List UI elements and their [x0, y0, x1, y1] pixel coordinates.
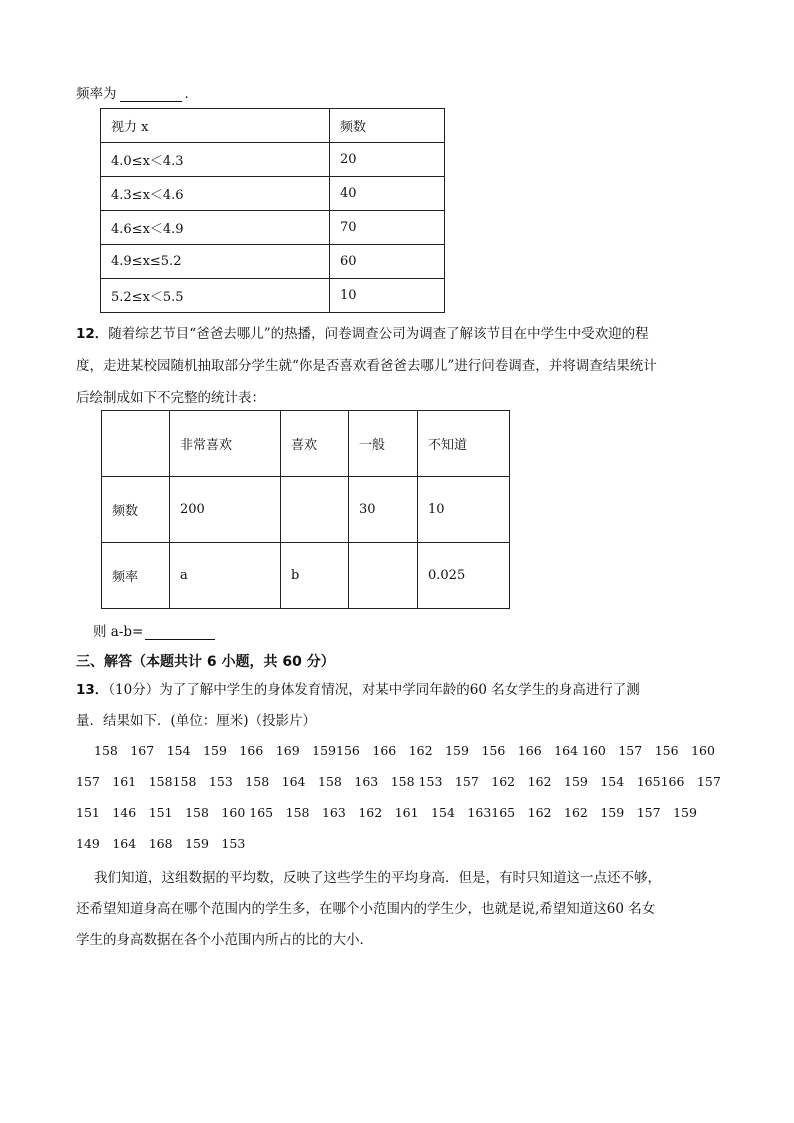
table-cell: 频率	[102, 543, 170, 609]
table-cell: 10	[330, 279, 445, 313]
table-row	[101, 211, 445, 245]
q12-text-3: 后绘制成如下不完整的统计表：	[76, 390, 265, 406]
q12-text-1: 随着综艺节目“爸爸去哪儿”的热播，问卷调查公司为调查了解该节目在中学生中受欢迎的程	[108, 326, 649, 342]
question-number: 13．	[76, 682, 109, 698]
q13-paragraph-1: 我们知道，这组数据的平均数，反映了这些学生的平均身高．但是，有时只知道这一点还不够，	[94, 870, 661, 886]
table-cell: 4.9≤x≤5.2	[101, 245, 330, 279]
table-header-cell	[102, 411, 170, 477]
q11-answer-line	[76, 82, 198, 102]
table-cell: 60	[330, 245, 445, 279]
table-cell	[349, 543, 418, 609]
table-cell: 4.0≤x＜4.3	[101, 143, 330, 177]
table-header-cell: 视力 x	[101, 109, 330, 143]
table-cell: a	[170, 543, 281, 609]
q12-answer-line	[93, 620, 215, 640]
table-cell: 200	[170, 477, 281, 543]
survey-table	[101, 410, 510, 609]
table-row	[101, 143, 445, 177]
table-header-cell: 非常喜欢	[170, 411, 281, 477]
q13-line-1	[76, 678, 640, 698]
table-row	[101, 177, 445, 211]
table-cell: 4.3≤x＜4.6	[101, 177, 330, 211]
table-cell: 20	[330, 143, 445, 177]
table-cell	[281, 477, 349, 543]
q12-answer-prefix: 则 a-b=	[93, 624, 144, 640]
q12-line-1	[76, 322, 649, 342]
vision-frequency-table	[100, 108, 445, 313]
table-header-cell: 喜欢	[281, 411, 349, 477]
q13-text-1: （10分）为了了解中学生的身体发育情况，对某中学同年龄的60 名女学生的身高进行了测	[108, 682, 640, 698]
q13-text-2: 量．结果如下．(单位：厘米)（投影片）	[76, 713, 317, 729]
height-data-row-2: 157 161 158158 153 158 164 158 163 158 153 157 162 162 159 154 165166 157	[76, 774, 721, 789]
table-cell: 70	[330, 211, 445, 245]
question-number: 12．	[76, 326, 109, 342]
table-cell: b	[281, 543, 349, 609]
table-header-cell: 不知道	[418, 411, 510, 477]
q11-prefix: 频率为	[76, 86, 117, 102]
table-cell: 0.025	[418, 543, 510, 609]
q13-paragraph-2: 还希望知道身高在哪个范围内的学生多，在哪个小范围内的学生少，也就是说,希望知道这60 名女	[76, 901, 656, 917]
table-cell: 30	[349, 477, 418, 543]
height-data-row-4: 149 164 168 159 153	[76, 836, 246, 851]
q12-text-2: 度，走进某校园随机抽取部分学生就“你是否喜欢看爸爸去哪儿”进行问卷调查，并将调查结果统计	[76, 358, 657, 374]
table-header-cell: 频数	[330, 109, 445, 143]
q11-answer-blank[interactable]	[120, 87, 182, 102]
table-row	[101, 279, 445, 313]
section-title: 三、解答（本题共计 6 小题，共 60 分）	[76, 654, 335, 670]
q11-suffix: ．	[184, 86, 198, 102]
table-cell: 40	[330, 177, 445, 211]
table-row	[102, 543, 510, 609]
height-data-row-1: 158 167 154 159 166 169 159156 166 162 159 156 166 164 160 157 156 160	[94, 743, 715, 758]
q12-answer-blank[interactable]	[145, 625, 215, 640]
table-cell: 5.2≤x＜5.5	[101, 279, 330, 313]
table-cell: 4.6≤x＜4.9	[101, 211, 330, 245]
table-header-row	[102, 411, 510, 477]
table-row	[102, 477, 510, 543]
table-cell: 频数	[102, 477, 170, 543]
height-data-row-3: 151 146 151 158 160 165 158 163 162 161 154 163165 162 162 159 157 159	[76, 805, 697, 820]
table-cell: 10	[418, 477, 510, 543]
table-header-cell: 一般	[349, 411, 418, 477]
table-row	[101, 245, 445, 279]
table-header-row	[101, 109, 445, 143]
q13-paragraph-3: 学生的身高数据在各个小范围内所占的比的大小．	[76, 932, 373, 948]
